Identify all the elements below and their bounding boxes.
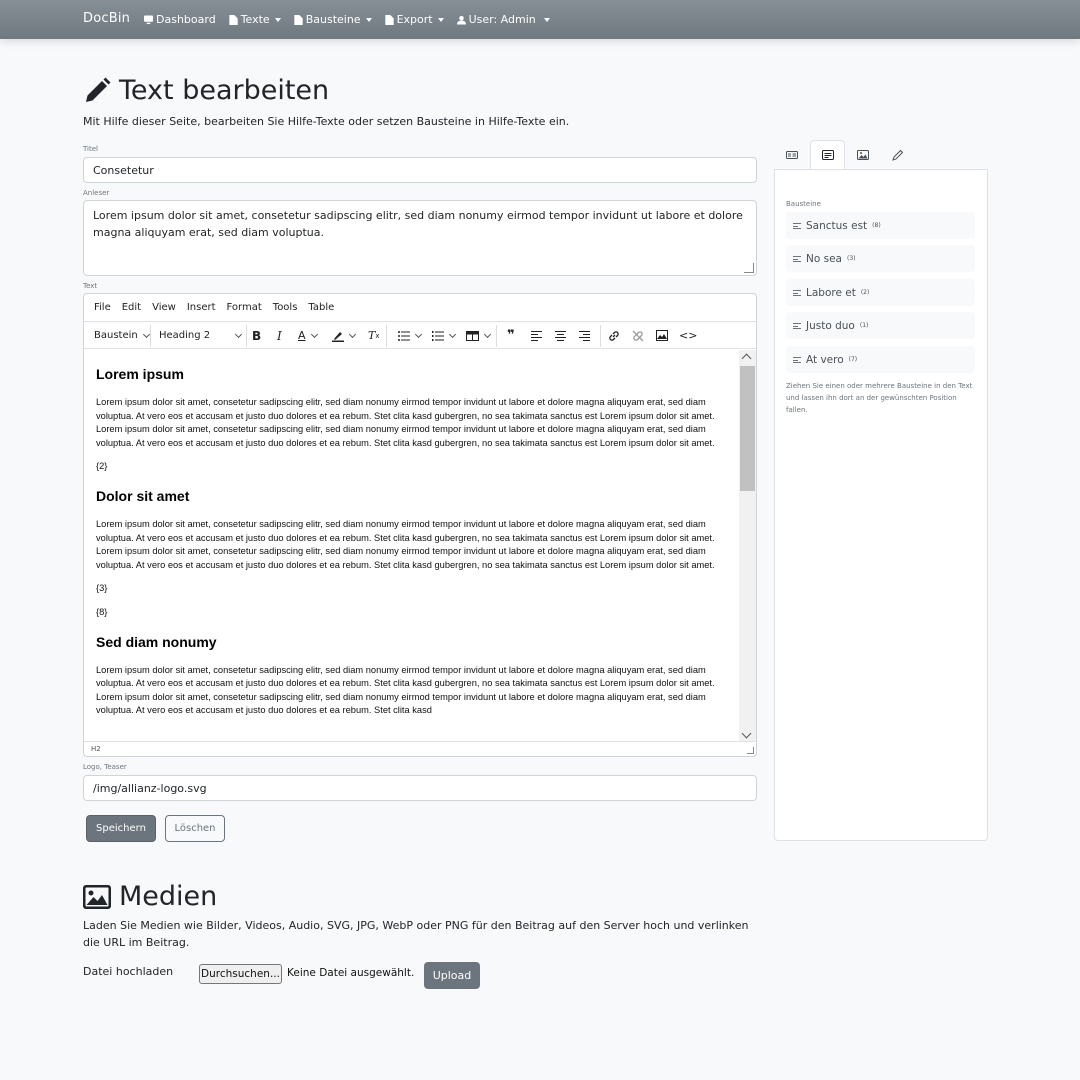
file-icon [229,15,238,25]
drag-hint: Ziehen Sie einen oder mehrere Bausteine in den Text und lassen ihn dort an der gewünschten Position fallen. [786,382,973,414]
scroll-thumb[interactable] [740,366,755,491]
tab-image[interactable] [845,140,880,170]
editor-scrollbar[interactable] [739,350,756,742]
image-icon[interactable] [656,327,668,344]
content-heading: Sed diam nonumy [96,633,217,650]
tab-pencil[interactable] [880,140,915,170]
browse-button[interactable]: Durchsuchen... [199,964,282,984]
edit-lead: Mit Hilfe dieser Seite, bearbeiten Sie Hilfe-Texte oder setzen Bausteine in Hilfe-Texte ein. [83,115,570,128]
table-icon[interactable] [466,327,490,344]
pencil-icon [83,77,111,105]
image-icon [83,885,111,909]
user-icon [457,15,466,25]
baustein-item[interactable]: No sea (3) [786,245,975,272]
baustein-item[interactable]: Labore et (2) [786,279,975,306]
content-heading: Dolor sit amet [96,487,190,504]
text-lines-icon [793,223,801,229]
caret-down-icon [544,18,550,22]
content-paragraph: {8} [96,606,108,617]
edit-heading [83,75,329,106]
card-icon [786,149,798,161]
sidebar-tabs [774,140,988,170]
content-paragraph: {3} [96,583,108,594]
numbered-list-icon[interactable] [432,327,455,344]
save-button[interactable]: Speichern [86,815,156,842]
nav-dashboard[interactable]: Dashboard [144,13,216,26]
file-status: Keine Datei ausgewählt. [287,967,415,979]
caret-down-icon [366,18,372,22]
nav-texte[interactable]: Texte [229,13,281,26]
title-input[interactable]: Consetetur [83,157,757,183]
bausteine-panel [774,169,988,841]
editor-statusbar: H2 [84,741,756,756]
align-left-icon[interactable] [531,327,542,344]
unlink-icon[interactable] [632,327,644,344]
upload-label: Datei hochladen [83,965,174,978]
bullet-list-icon[interactable] [398,327,421,344]
nav-export[interactable]: Export [385,13,444,26]
code-icon[interactable]: <> [679,329,698,342]
align-center-icon[interactable] [555,327,566,344]
caret-down-icon [438,18,444,22]
editor-menubar [84,294,756,322]
brand[interactable]: DocBin [83,11,131,26]
clear-format-icon[interactable]: T x [368,329,380,342]
text-lines-icon [793,256,801,262]
menu-view[interactable]: View [152,302,176,313]
menu-table[interactable]: Table [308,302,335,313]
resize-handle[interactable] [747,747,754,754]
caret-down-icon [275,18,281,22]
content-paragraph: Lorem ipsum dolor sit amet, consetetur sadipscing elitr, sed diam nonumy eirmod tempor invidunt ut labore et dolore magna aliquyam erat, sed diam voluptua. At vero eos et accusam et justo duo dolores et ea rebum. Stet clita kasd gubergren, no sea takimata sanctus est Lorem ipsum dolor sit amet. Lorem ipsum dolor sit amet, consetetur sadipscing elitr, sed diam nonumy eirmod tempor invidunt ut labore et dolore magna aliquyam erat, sed diam voluptua. At vero eos et accusam et justo duo dolores et ea rebum. Stet clita kasd gubergren, no sea takimata sanctus est Lorem ipsum dolor sit amet. [96,397,715,448]
bausteine-label: Bausteine [786,200,821,208]
format-select[interactable]: Heading 2 [159,327,241,344]
menu-edit[interactable]: Edit [121,302,142,313]
blockquote-icon[interactable]: ❞ [507,328,515,343]
file-icon [385,15,394,25]
monitor-icon [144,15,153,25]
text-icon [822,149,834,161]
upload-button[interactable]: Upload [424,962,480,989]
nav-bausteine[interactable]: Bausteine [294,13,372,26]
rich-text-editor [83,293,757,757]
logo-label: Logo, Teaser [83,763,127,771]
editor-toolbar [84,322,756,349]
scroll-up-icon[interactable] [742,354,752,364]
text-lines-icon [793,290,801,296]
editor-content[interactable] [84,350,740,742]
media-lead: Laden Sie Medien wie Bilder, Videos, Audio, SVG, JPG, WebP oder PNG für den Beitrag auf den Server hoch und verlinken die URL im Beitrag. [83,919,749,949]
nav-user[interactable]: User: Admin [457,13,550,26]
resize-handle[interactable] [744,263,754,273]
teaser-textarea[interactable]: Lorem ipsum dolor sit amet, consetetur sadipscing elitr, sed diam nonumy eirmod tempor invidunt ut labore et dolore magna aliquyam erat, sed diam voluptua. [83,200,757,276]
text-color-icon[interactable]: A [298,327,317,344]
image-icon [857,149,869,161]
delete-button[interactable]: Löschen [165,815,225,842]
media-title: Medien [119,881,218,912]
menu-tools[interactable]: Tools [272,302,298,313]
upload-row [83,962,683,990]
file-icon [294,15,303,25]
text-lines-icon [793,323,801,329]
pencil-icon [892,149,904,161]
italic-icon[interactable]: I [277,328,282,343]
tab-text[interactable] [810,140,845,170]
content-paragraph: Lorem ipsum dolor sit amet, consetetur sadipscing elitr, sed diam nonumy eirmod tempor invidunt ut labore et dolore magna aliquyam erat, sed diam voluptua. At vero eos et accusam et justo duo dolores et ea rebum. Stet clita kasd gubergren, no sea takimata sanctus est Lorem ipsum dolor sit amet. Lorem ipsum dolor sit amet, consetetur sadipscing elitr, sed diam nonumy eirmod tempor invidunt ut labore et dolore magna aliquyam erat, sed diam voluptua. At vero eos et accusam et justo duo dolores et ea rebum. Stet clita kasd [96,664,715,716]
menu-file[interactable]: File [94,302,111,313]
text-lines-icon [793,357,801,363]
align-right-icon[interactable] [579,327,590,344]
baustein-item[interactable]: Sanctus est (8) [786,212,975,239]
navbar [0,0,1080,39]
link-icon[interactable] [608,327,620,344]
tab-card[interactable] [774,140,809,170]
logo-input[interactable]: /img/allianz-logo.svg [83,775,757,801]
content-paragraph: Lorem ipsum dolor sit amet, consetetur sadipscing elitr, sed diam nonumy eirmod tempor invidunt ut labore et dolore magna aliquyam erat, sed diam voluptua. At vero eos et accusam et justo duo dolores et ea rebum. Stet clita kasd gubergren, no sea takimata sanctus est Lorem ipsum dolor sit amet. Lorem ipsum dolor sit amet, consetetur sadipscing elitr, sed diam nonumy eirmod tempor invidunt ut labore et dolore magna aliquyam erat, sed diam voluptua. At vero eos et accusam et justo duo dolores et ea rebum. Stet clita kasd gubergren, no sea takimata sanctus est Lorem ipsum dolor sit amet. [96,518,715,570]
highlight-icon[interactable] [332,327,355,344]
menu-insert[interactable]: Insert [186,302,216,313]
content-paragraph: {2} [96,461,108,472]
title-label: Titel [83,145,99,153]
baustein-item[interactable]: At vero (7) [786,346,975,373]
teaser-label: Anleser [83,189,110,197]
content-heading: Lorem ipsum [96,366,184,382]
baustein-item[interactable]: Justo duo (1) [786,312,975,339]
scroll-down-icon[interactable] [742,729,752,739]
bold-icon[interactable]: B [252,328,262,343]
block-select[interactable]: Baustein [94,327,149,344]
text-label: Text [83,282,98,290]
media-heading [83,881,217,912]
menu-format[interactable]: Format [226,302,262,313]
page-title: Text bearbeiten [119,75,330,106]
